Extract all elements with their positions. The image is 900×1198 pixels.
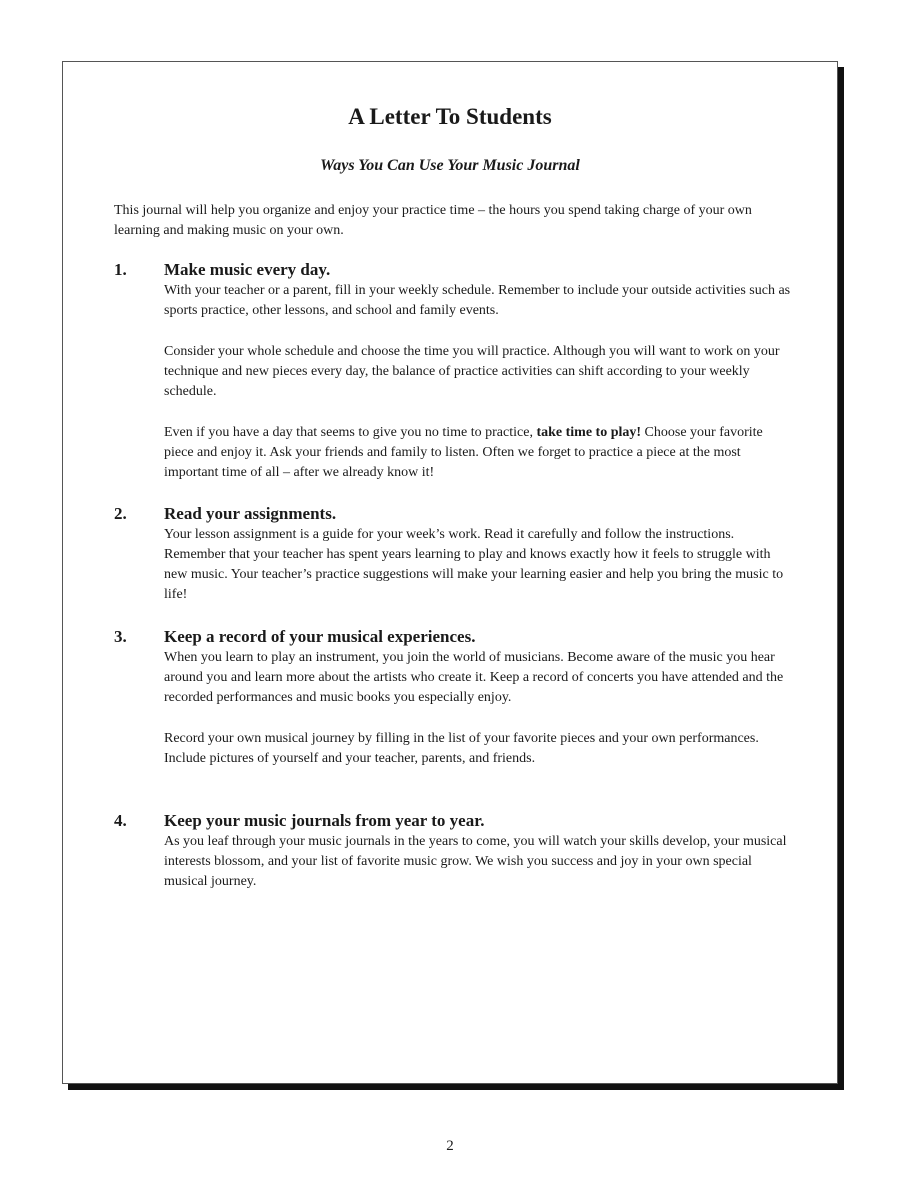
section-paragraph: As you leaf through your music journals in the years to come, you will watch your skills develop, your musical interests blossom, and your list of favorite music grow. We wish you success and joy in your own special musical journey. [164, 834, 787, 889]
section-read-assignments [114, 503, 794, 605]
section-number: 1. [114, 260, 127, 279]
section-paragraph: When you learn to play an instrument, you join the world of musicians. Become aware of the music you hear around you and learn more about the artists who create it. Keep a record of concerts you have attended and the recorded performances and music books you especially enjoy. [164, 650, 784, 705]
section-heading: Keep your music journals from year to year. [164, 811, 485, 830]
page-title: A Letter To Students [348, 104, 552, 129]
section-keep-journals [114, 810, 794, 892]
section-paragraph [164, 423, 794, 483]
section-paragraph: With your teacher or a parent, fill in your weekly schedule. Remember to include your outside activities such as sports practice, other lessons, and school and family events. [164, 283, 791, 318]
emphasis-text: take time to play! [536, 425, 642, 440]
intro-paragraph: This journal will help you organize and enjoy your practice time – the hours you spend taking charge of your own learning and making music on your own. [114, 203, 752, 238]
page-subtitle: Ways You Can Use Your Music Journal [320, 157, 580, 174]
paragraph-text: Even if you have a day that seems to give you no time to practice, [164, 425, 537, 440]
section-number: 2. [114, 504, 127, 523]
section-paragraph: Your lesson assignment is a guide for your week’s work. Read it carefully and follow the instructions. Remember that your teacher has spent years learning to play and knows exactly how it feels to struggle with new music. Your teacher’s practice suggestions will make your learning easier and help you bring the music to life! [164, 527, 784, 602]
page-number: 2 [446, 1138, 454, 1154]
section-number: 4. [114, 811, 127, 830]
section-heading: Keep a record of your musical experiences. [164, 627, 476, 646]
section-paragraph: Record your own musical journey by filling in the list of your favorite pieces and your own performances. Include pictures of yourself and your teacher, parents, and friends. [164, 731, 759, 766]
section-heading: Make music every day. [164, 260, 331, 279]
section-number: 3. [114, 627, 127, 646]
section-paragraph: Consider your whole schedule and choose the time you will practice. Although you will want to work on your technique and new pieces every day, the balance of practice activities can shift according to your weekly schedule. [164, 344, 780, 399]
section-heading: Read your assignments. [164, 504, 337, 523]
section-keep-record [114, 626, 794, 769]
paragraph-text: Choose your favorite piece and enjoy it. Ask your friends and family to listen. Often we forget to practice a piece at the most important time of all – after we already know it! [164, 425, 763, 480]
section-make-music [114, 259, 794, 483]
page-frame [62, 61, 838, 1084]
